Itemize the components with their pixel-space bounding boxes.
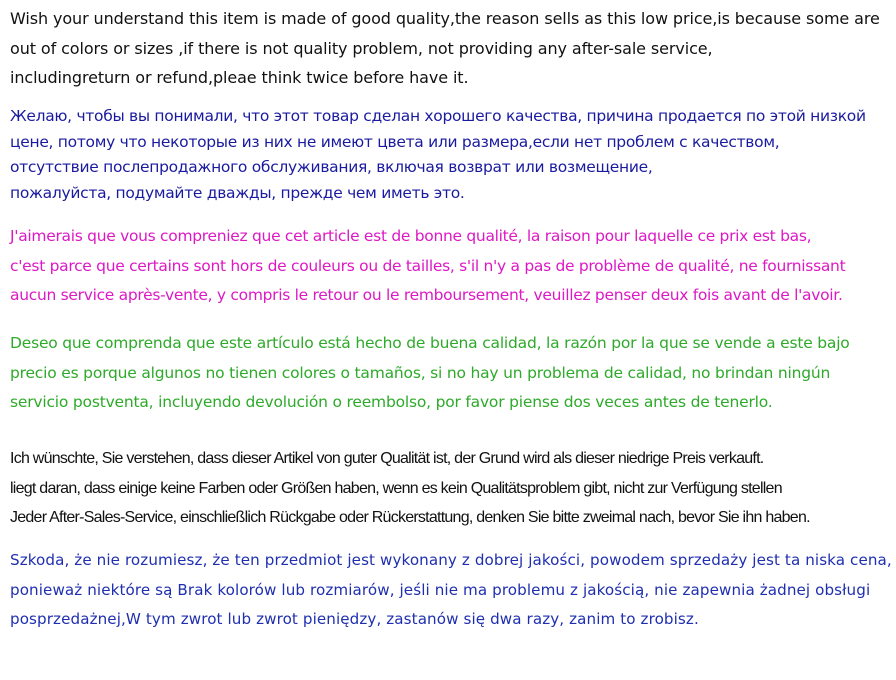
notice-polish-line-2: ponieważ niektóre są Brak kolorów lub rozmiarów, jeśli nie ma problemu z jakością, nie zapewnia żadnej obsługi bbox=[10, 580, 871, 599]
notice-french-line-1: J'aimerais que vous compreniez que cet article est de bonne qualité, la raison pour laquelle ce prix est bas, bbox=[10, 227, 812, 245]
notice-german-line-2: liegt daran, dass einige keine Farben oder Größen haben, wenn es kein Qualitätsproblem gibt, nicht zur Verfügung stellen bbox=[10, 479, 782, 497]
notice-german-line-3: Jeder After-Sales-Service, einschließlich Rückgabe oder Rückerstattung, denken Sie bitte zweimal nach, bevor Sie ihn haben. bbox=[10, 509, 810, 526]
notice-english bbox=[10, 4, 880, 93]
notice-spanish-line-2: precio es porque algunos no tienen colores o tamaños, si no hay un problema de calidad, no brindan ningún bbox=[10, 363, 831, 382]
notice-russian bbox=[10, 104, 866, 206]
notice-spanish-line-3: servicio postventa, incluyendo devolución o reembolso, por favor piense dos veces antes de tenerlo. bbox=[10, 393, 773, 411]
notice-russian-line-2: цене, потому что некоторые из них не имеют цвета или размера,если нет проблем с качеством, bbox=[10, 132, 780, 151]
notice-russian-line-4: пожалуйста, подумайте дважды, прежде чем иметь это. bbox=[10, 183, 465, 202]
notice-french-line-2: c'est parce que certains sont hors de couleurs ou de tailles, s'il n'y a pas de problème de qualité, ne fournissant bbox=[10, 256, 846, 275]
notice-english-line-2: out of colors or sizes ,if there is not quality problem, not providing any after-sale service, bbox=[10, 38, 713, 58]
notice-polish-line-1: Szkoda, że nie rozumiesz, że ten przedmiot jest wykonany z dobrej jakości, powodem sprzedaży jest ta niska cena, bbox=[10, 551, 892, 569]
notice-spanish-line-1: Deseo que comprenda que este artículo está hecho de buena calidad, la razón por la que se vende a este bajo bbox=[10, 334, 850, 352]
notice-russian-line-1: Желаю, чтобы вы понимали, что этот товар сделан хорошего качества, причина продается по этой низкой bbox=[10, 107, 866, 125]
notice-german bbox=[10, 444, 810, 533]
notice-german-line-1: Ich wünschte, Sie verstehen, dass dieser Artikel von guter Qualität ist, der Grund wird als dieser niedrige Preis verkauft. bbox=[10, 450, 764, 467]
notice-french bbox=[10, 222, 845, 311]
notice-russian-line-3: отсутствие послепродажного обслуживания, включая возврат или возмещение, bbox=[10, 158, 653, 176]
notice-french-line-3: aucun service après-vente, y compris le retour ou le remboursement, veuillez penser deux fois avant de l'avoir. bbox=[10, 286, 843, 304]
notice-spanish bbox=[10, 329, 850, 418]
notice-polish-line-3: posprzedażnej,W tym zwrot lub zwrot pieniędzy, zastanów się dwa razy, zanim to zrobisz. bbox=[10, 610, 699, 628]
notice-english-line-3: includingreturn or refund,pleae think twice before have it. bbox=[10, 68, 469, 87]
notice-english-line-1: Wish your understand this item is made of good quality,the reason sells as this low price,is because some are bbox=[10, 9, 880, 28]
notice-polish bbox=[10, 546, 892, 635]
